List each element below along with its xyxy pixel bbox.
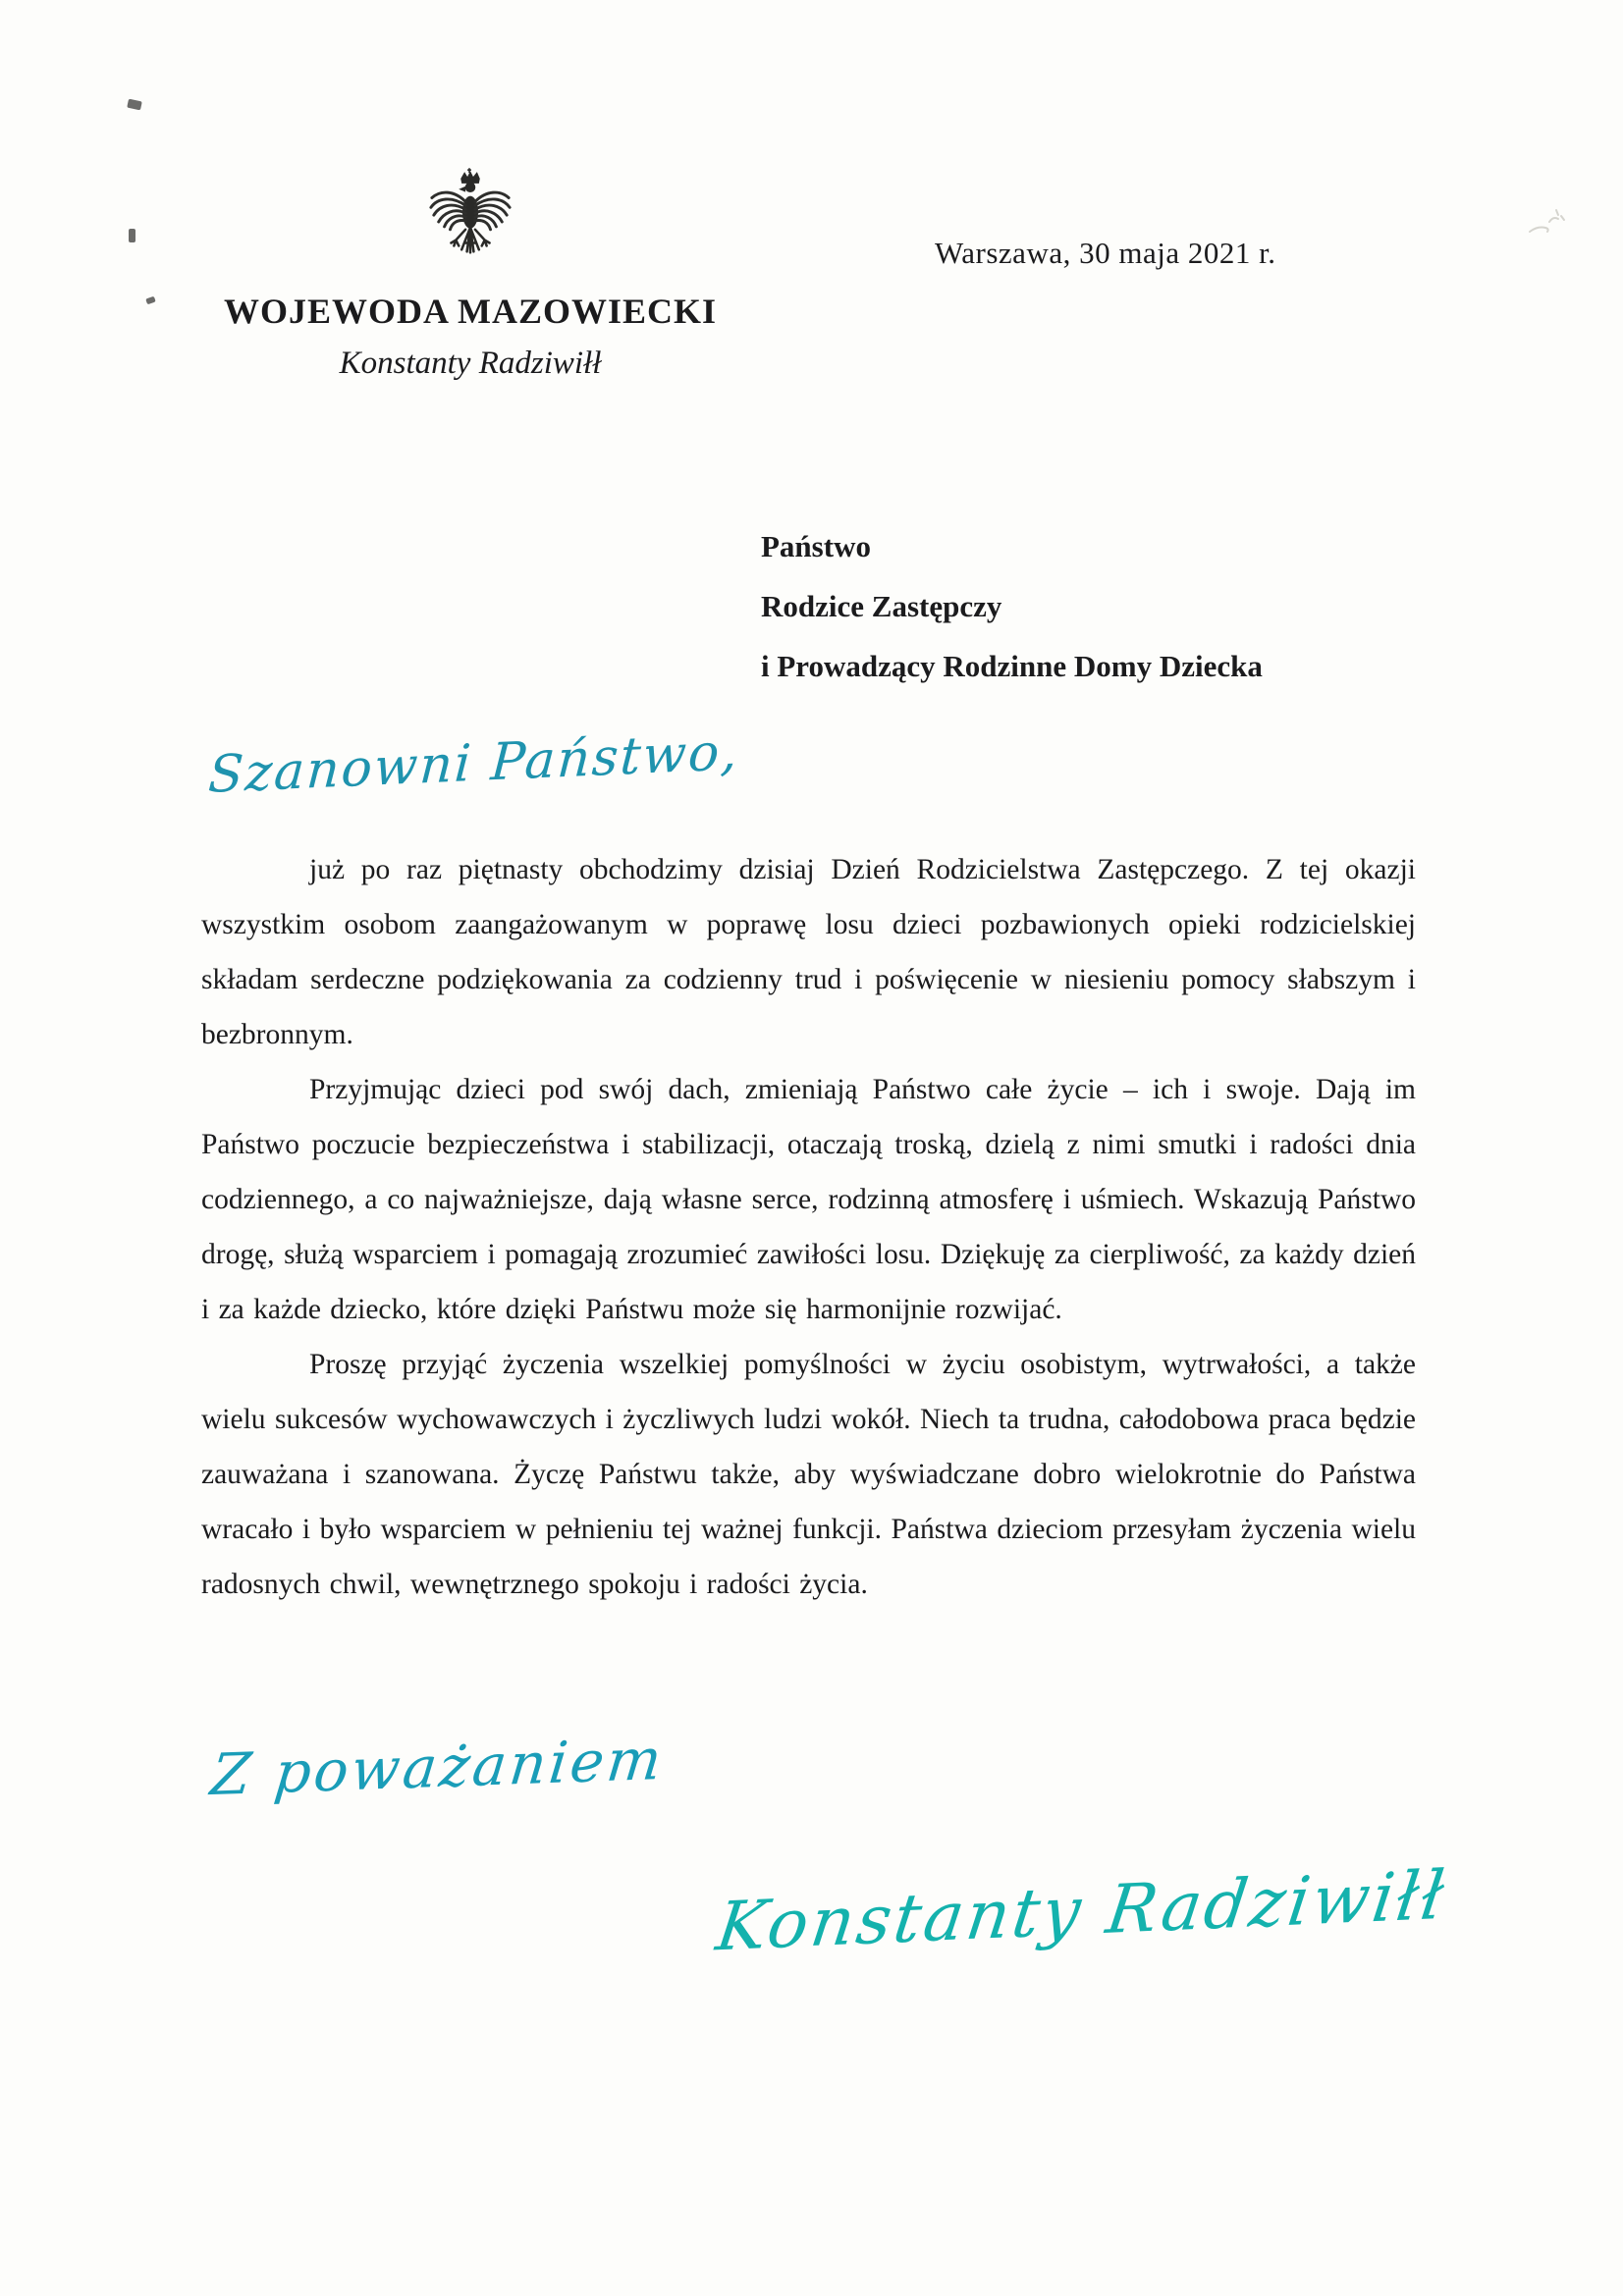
- body-paragraph-3: Proszę przyjąć życzenia wszelkiej pomyślności w życiu osobistym, wytrwałości, a także wielu sukcesów wychowawczych i życzliwych ludzi wokół. Niech ta trudna, całodobowa praca będzie zauważana i szanowana. Życzę Państwu także, aby wyświadczane dobro wielokrotnie do Państwa wracało i było wsparciem w pełnieniu tej ważnej funkcji. Państwa dzieciom przesyłam życzenia wielu radosnych chwil, wewnętrznego spokoju i radości życia.: [201, 1349, 1416, 1600]
- place-date-line: Warszawa, 30 maja 2021 r.: [935, 236, 1276, 270]
- sender-office-title: WOJEWODA MAZOWIECKI: [223, 292, 718, 331]
- recipient-line: Rodzice Zastępczy: [761, 589, 1002, 623]
- sender-block: [147, 291, 793, 382]
- recipient-line: i Prowadzący Rodzinne Domy Dziecka: [761, 649, 1263, 683]
- pencil-mark: [1520, 196, 1575, 240]
- scan-artifact: [127, 99, 142, 111]
- handwritten-closing: Z poważaniem: [207, 1725, 668, 1809]
- handwritten-signature: Konstanty Radziwiłł: [712, 1856, 1451, 1967]
- polish-eagle-icon: [426, 165, 514, 277]
- sender-name: Konstanty Radziwiłł: [339, 346, 602, 381]
- body-paragraph-2: Przyjmując dzieci pod swój dach, zmieniają Państwo całe życie – ich i swoje. Dają im Państwo poczucie bezpieczeństwa i stabilizacji, otaczają troską, dzielą z nimi smutki i radości dnia codziennego, a co najważniejsze, dają własne serce, rodzinną atmosferę i uśmiech. Wskazują Państwo drogę, służą wsparciem i pomagają zrozumieć zawiłości losu. Dziękuję za cierpliwość, za każdy dzień i za każde dziecko, które dzięki Państwu może się harmonijnie rozwijać.: [201, 1074, 1416, 1325]
- recipient-line: Państwo: [761, 529, 871, 563]
- recipient-block: [761, 516, 1263, 696]
- coat-of-arms: [426, 165, 514, 277]
- body-paragraph-1: już po raz piętnasty obchodzimy dzisiaj Dzień Rodzicielstwa Zastępczego. Z tej okazji wszystkim osobom zaangażowanym w poprawę losu dzieci pozbawionych opieki rodzicielskiej składam serdeczne podziękowania za codzienny trud i poświęcenie w niesieniu pomocy słabszym i bezbronnym.: [201, 854, 1416, 1050]
- letter-body: [201, 842, 1416, 1612]
- handwritten-salutation: Szanowni Państwo,: [206, 722, 741, 805]
- scan-artifact: [129, 229, 135, 242]
